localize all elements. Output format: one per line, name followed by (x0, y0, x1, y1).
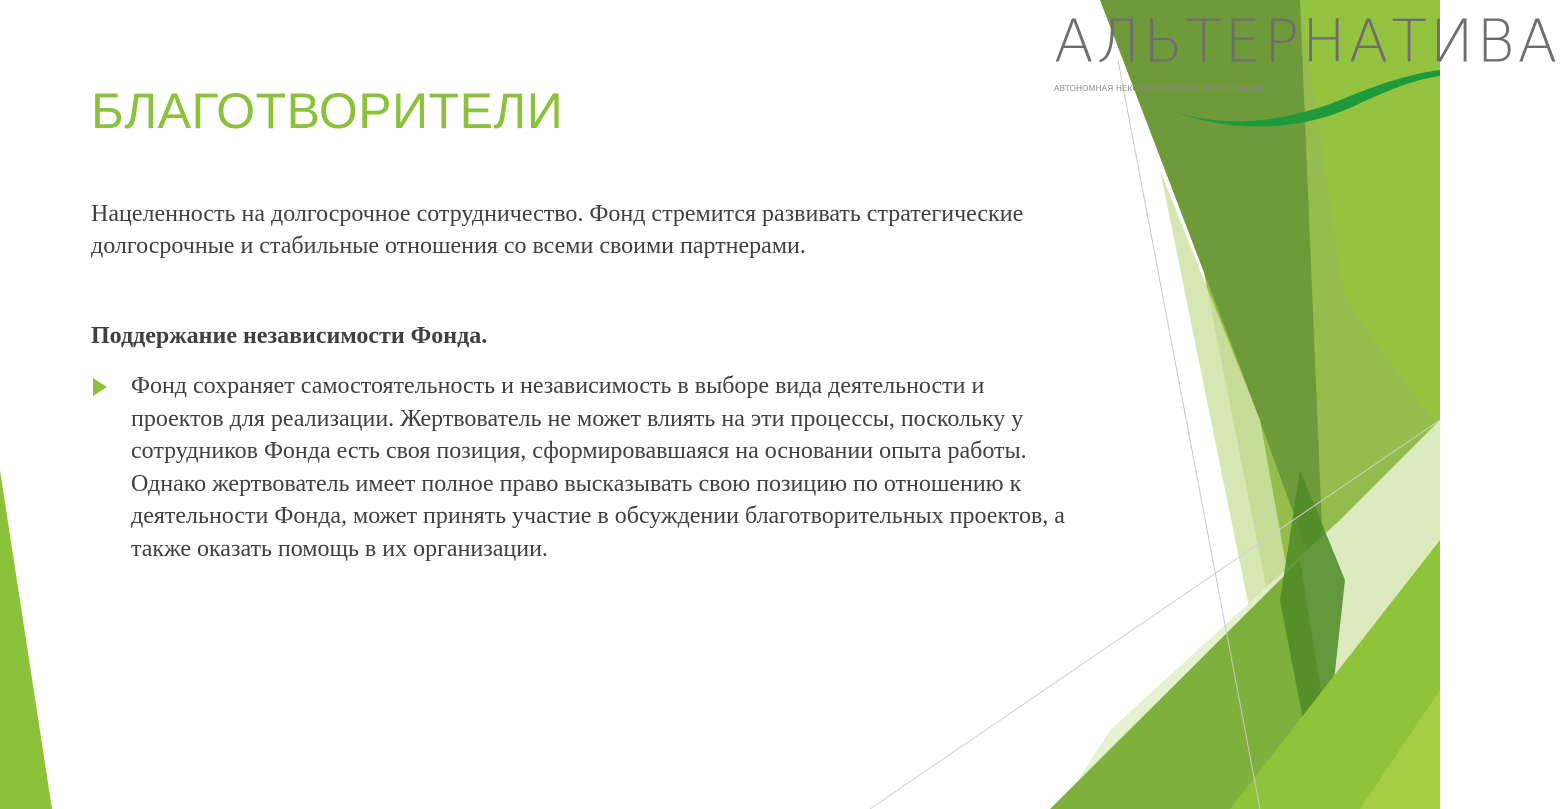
bullet-item (91, 370, 1081, 565)
logo-subtitle: АВТОНОМНАЯ НЕКОММЕРЧЕСКАЯ ОРГАНИЗАЦИЯ (1054, 84, 1264, 93)
section-subheading: Поддержание независимости Фонда. (91, 323, 488, 349)
decor-left-sliver (0, 470, 52, 809)
logo-name: АЛЬТЕРНАТИВА (1054, 6, 1560, 76)
triangle-right-icon (93, 378, 107, 396)
organization-logo (1050, 6, 1560, 124)
intro-paragraph: Нацеленность на долгосрочное сотрудничество. Фонд стремится развивать стратегические долгосрочные и стабильные отношения со всеми своими партнерами. (91, 201, 1024, 259)
bullet-text: Фонд сохраняет самостоятельность и независимость в выборе вида деятельности и проектов для реализации. Жертвователь не может влиять на эти процессы, поскольку у сотрудников Фонда есть своя позиция, сформировавшаяся на основании опыта работы. Однако жертвователь имеет полное право высказывать свою позицию по отношению к деятельности Фонда, может принять участие в обсуждении благотворительных проектов, а также оказать помощь в их организации. (131, 373, 1065, 562)
slide-title: БЛАГОТВОРИТЕЛИ (91, 83, 564, 139)
